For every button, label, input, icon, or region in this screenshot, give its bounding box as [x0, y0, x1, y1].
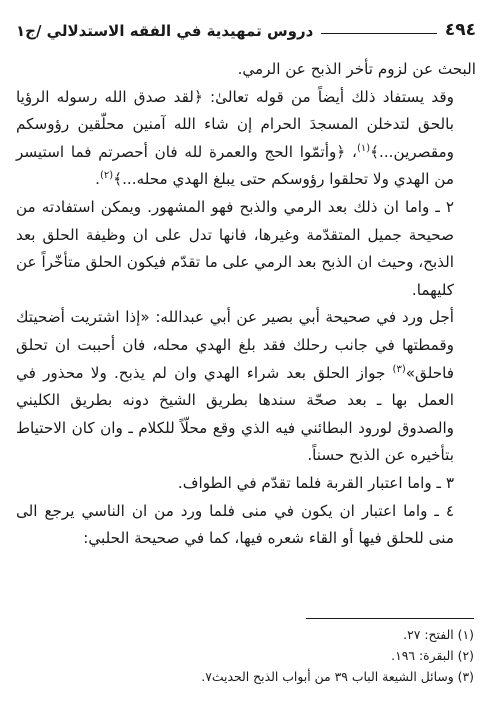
running-title: دروس تمهيدية في الفقه الاستدلالي /ج١ [16, 22, 314, 40]
footnote-1: (١) الفتح: ٢٧. [403, 627, 474, 642]
paragraph-text: البحث عن لزوم تأخر الذبح عن الرمي. [237, 60, 476, 78]
page-header [16, 14, 476, 40]
paragraph-1 [16, 56, 476, 84]
footnote-ref: (٣) [392, 363, 406, 375]
footnote-rule [306, 618, 474, 619]
footnote-3: (٣) وسائل الشيعة الباب ٣٩ من أبواب الذبح الحديث٧. [201, 669, 474, 684]
paragraph-text: وقد يستفاد ذلك أيضاً من قوله تعالىٰ: ﴿لقد صدق الله رسوله الرؤيا بالحق لتدخلن المسجدَ الحرام إن شاء الله آمنين محلّقين رؤوسكم ومقصرين...﴾ [16, 87, 454, 161]
footnote-2: (٢) البقرة: ١٩٦. [391, 648, 474, 663]
paragraph-text: أجل ورد في صحيحة أبي بصير عن أبي عبدالله: «إذا اشتريت أضحيتك وقمطتها في جانب رحلك فقد بلغ الهدي محله، فان أحببت ان تحلق فاحلق» [16, 308, 454, 382]
paragraph-6 [16, 498, 476, 553]
footnotes [16, 624, 474, 687]
paragraph-text: ٤ ـ واما اعتبار ان يكون في منى فلما ورد من ان الناسي يرجع الى منى للحلق فيها أو القاء شعره فيها، كما في صحيحة الحلبي: [16, 501, 454, 548]
paragraph-4 [16, 304, 476, 470]
footnote-ref: (٢) [100, 170, 114, 182]
paragraph-text: . [95, 170, 100, 189]
footnote-ref: (١) [356, 142, 371, 154]
paragraph-5 [16, 470, 476, 498]
page-body [16, 56, 476, 553]
paragraph-text: جواز الحلق بعد شراء الهدي وان لم يذبح. ولا محذور في العمل بها ـ بعد صحّة سندها بطريق الشيخ دونه بطريق الكليني والصدوق لورود البطائني فيه الذي وقع محلّاً للكلام ـ وان كان الاحتياط بتأخيره عن الذبح حسناً. [16, 363, 454, 465]
paragraph-text: ، ﴿وأتمّوا الحج والعمرة لله فان أحصرتم فما استيسر من الهدي ولا تحلقوا رؤوسكم حتى يبلغ الهدي محله...﴾ [16, 142, 454, 189]
paragraph-text: ٣ ـ واما اعتبار القربة فلما تقدّم في الطواف. [177, 473, 454, 492]
page-number: ٤٩٤ [444, 20, 476, 40]
paragraph-3 [16, 194, 476, 304]
paragraph-2 [16, 84, 476, 194]
header-rule [321, 33, 437, 34]
paragraph-text: ٢ ـ واما ان ذلك بعد الرمي والذبح فهو المشهور. ويمكن استفادته من صحيحة جميل المتقدّمة وغيرها، فانها تدل على ان وظيفة الحلق بعد الذبح، وحيث ان الذبح بعد الرمي على ما تقدّم فيكون الحلق متأخّراً عن كليهما. [16, 197, 454, 299]
